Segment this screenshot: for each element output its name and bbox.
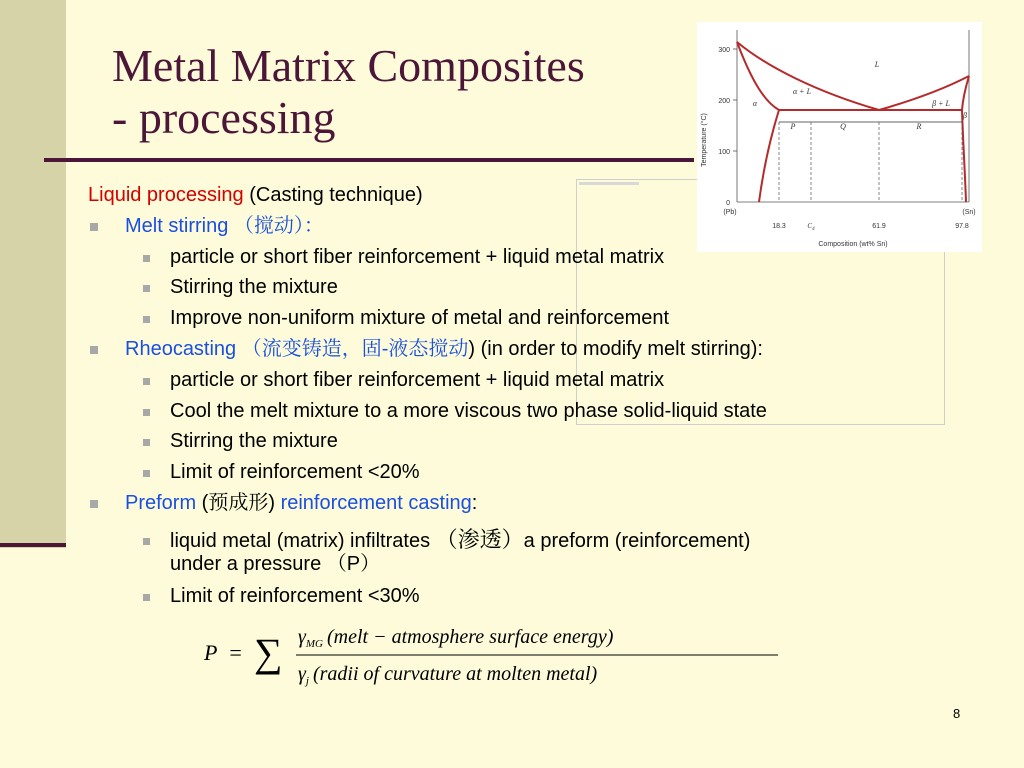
left-accent-bar bbox=[0, 0, 66, 548]
bullet-square bbox=[143, 439, 150, 446]
preform-sub-item-2: Limit of reinforcement <30% bbox=[170, 585, 420, 607]
num-gamma: γ bbox=[298, 626, 306, 648]
melt-cn: （搅动）： bbox=[228, 215, 324, 237]
x-mark-97-8: 97.8 bbox=[955, 223, 969, 230]
region-P: P bbox=[790, 122, 796, 131]
preform-sub1-a: liquid metal (matrix) infiltrates bbox=[170, 530, 436, 552]
y-tick-100: 100 bbox=[718, 149, 730, 156]
x-mark-18-3: 18.3 bbox=[772, 223, 786, 230]
bullet-square bbox=[143, 378, 150, 385]
melt-sub-item-3: Improve non-uniform mixture of metal and reinforcement bbox=[170, 307, 670, 329]
x-right-label: (Sn) bbox=[962, 209, 976, 216]
heading-red: Liquid processing bbox=[88, 184, 244, 206]
melt-label: Melt stirring bbox=[125, 215, 229, 237]
x-left-label: (Pb) bbox=[723, 209, 737, 216]
region-alpha-L: α + L bbox=[792, 87, 812, 96]
rheo-rest: ) (in order to modify melt stirring): bbox=[468, 338, 763, 360]
c4-subscript: 4 bbox=[812, 227, 815, 232]
formula-lhs: P bbox=[204, 640, 218, 665]
num-subscript: MG bbox=[305, 638, 323, 650]
page-number: 8 bbox=[953, 706, 961, 721]
y-tick-200: 200 bbox=[718, 98, 730, 105]
preform-sub-item-1-line-1 bbox=[170, 528, 750, 553]
preform-cn: (预成形) bbox=[196, 492, 281, 514]
region-Q: Q bbox=[840, 122, 846, 131]
bullet-square bbox=[90, 346, 98, 354]
rheo-sub-item-1: particle or short fiber reinforcement + liquid metal matrix bbox=[170, 369, 665, 391]
melt-stirring-item bbox=[125, 214, 324, 238]
pressure-formula bbox=[200, 618, 800, 694]
rheo-cn: （流变铸造，固-液态搅动 bbox=[236, 338, 469, 360]
formula-equals: = bbox=[228, 640, 243, 665]
rheo-label: Rheocasting bbox=[125, 338, 237, 360]
liquid-processing-heading bbox=[88, 183, 423, 207]
den-gamma: γ bbox=[298, 663, 306, 685]
y-axis-label: Temperature (°C) bbox=[701, 113, 708, 167]
bullet-square bbox=[143, 316, 150, 323]
melt-sub-item-2: Stirring the mixture bbox=[170, 276, 338, 298]
preform-label-2: reinforcement casting bbox=[280, 492, 472, 514]
preform-item bbox=[125, 491, 477, 515]
preform-sub1-b: a preform (reinforcement) bbox=[523, 530, 751, 552]
bullet-square bbox=[143, 594, 150, 601]
title-line-1: Metal Matrix Composites bbox=[112, 40, 585, 91]
title-line-2: - processing bbox=[112, 92, 336, 143]
region-beta: β bbox=[963, 111, 967, 120]
formula-numerator bbox=[298, 626, 614, 650]
region-alpha: α bbox=[752, 99, 758, 108]
den-text: (radii of curvature at molten metal) bbox=[312, 663, 598, 685]
slide-title bbox=[112, 40, 585, 144]
left-accent-divider bbox=[0, 543, 66, 547]
preform-sub1-cn: （渗透） bbox=[435, 527, 524, 552]
heading-rest: (Casting technique) bbox=[243, 184, 423, 206]
bullet-square bbox=[143, 255, 150, 262]
title-underline bbox=[44, 158, 694, 162]
placeholder-caption-mark bbox=[579, 182, 639, 185]
rheo-sub-item-2: Cool the melt mixture to a more viscous two phase solid-liquid state bbox=[170, 400, 767, 422]
x-mark-61-9: 61.9 bbox=[872, 223, 886, 230]
bullet-square bbox=[143, 285, 150, 292]
preform-sub-item-1-line-2: under a pressure （P） bbox=[170, 553, 381, 575]
region-beta-L: β + L bbox=[932, 99, 950, 108]
den-subscript: j bbox=[305, 675, 309, 687]
formula-denominator bbox=[298, 663, 598, 687]
rheo-sub-item-3: Stirring the mixture bbox=[170, 430, 338, 452]
bullet-square bbox=[143, 409, 150, 416]
y-tick-300: 300 bbox=[718, 47, 730, 54]
melt-sub-item-1: particle or short fiber reinforcement + liquid metal matrix bbox=[170, 246, 665, 268]
bullet-square bbox=[90, 223, 98, 231]
num-text: (melt − atmosphere surface energy) bbox=[327, 626, 614, 648]
phase-diagram bbox=[697, 22, 982, 252]
region-R: R bbox=[916, 122, 922, 131]
rheocasting-item bbox=[125, 337, 763, 361]
y-tick-0: 0 bbox=[726, 200, 730, 207]
c4-letter: C bbox=[807, 222, 813, 230]
formula-sum: ∑ bbox=[254, 630, 283, 675]
preform-colon: : bbox=[471, 492, 478, 514]
preform-label: Preform bbox=[125, 492, 197, 514]
bullet-square bbox=[143, 538, 150, 545]
region-L: L bbox=[874, 60, 880, 69]
x-axis-label: Composition (wt% Sn) bbox=[818, 241, 888, 248]
bullet-square bbox=[143, 470, 150, 477]
rheo-sub-item-4: Limit of reinforcement <20% bbox=[170, 461, 420, 483]
bullet-square bbox=[90, 500, 98, 508]
